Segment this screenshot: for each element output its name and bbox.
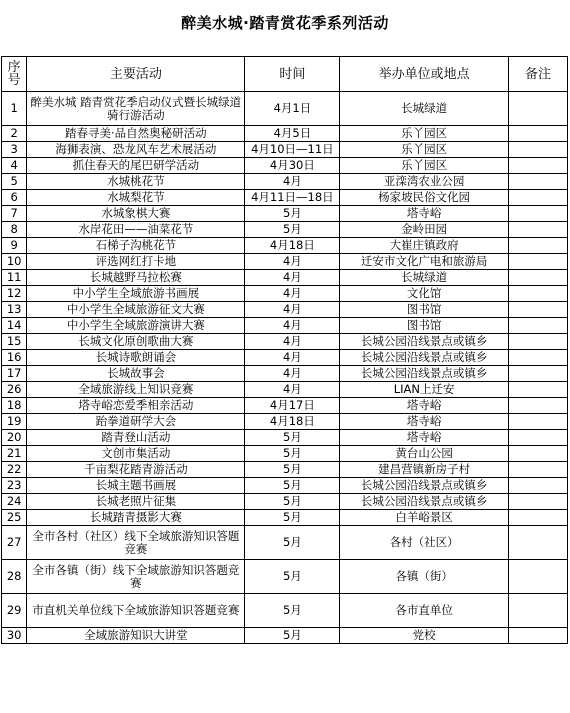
cell-note	[508, 286, 567, 302]
cell-note	[508, 302, 567, 318]
cell-activity: 评选网红打卡地	[27, 254, 245, 270]
table-row	[2, 334, 568, 350]
table-row	[2, 270, 568, 286]
cell-number: 28	[2, 560, 27, 594]
cell-time: 4月	[245, 270, 340, 286]
cell-time: 5月	[245, 494, 340, 510]
cell-time: 5月	[245, 594, 340, 628]
cell-organizer: 长城公园沿线景点或镇乡	[340, 350, 509, 366]
cell-number: 25	[2, 510, 27, 526]
cell-time: 4月	[245, 366, 340, 382]
cell-time: 4月17日	[245, 398, 340, 414]
cell-number: 17	[2, 366, 27, 382]
cell-note	[508, 628, 567, 644]
cell-organizer: LIAN上迁安	[340, 382, 509, 398]
cell-organizer: 各镇（街）	[340, 560, 509, 594]
cell-time: 5月	[245, 628, 340, 644]
cell-time: 4月	[245, 350, 340, 366]
cell-time: 4月18日	[245, 414, 340, 430]
table-row	[2, 238, 568, 254]
table-row	[2, 174, 568, 190]
table-row	[2, 254, 568, 270]
table-row	[2, 222, 568, 238]
cell-number: 24	[2, 494, 27, 510]
table-row	[2, 382, 568, 398]
cell-activity: 全市各镇（街）线下全域旅游知识答题竞赛	[27, 560, 245, 594]
cell-time: 4月	[245, 302, 340, 318]
cell-note	[508, 334, 567, 350]
cell-time: 4月	[245, 174, 340, 190]
table-row	[2, 494, 568, 510]
cell-note	[508, 222, 567, 238]
cell-note	[508, 446, 567, 462]
table-row	[2, 446, 568, 462]
cell-time: 5月	[245, 222, 340, 238]
cell-time: 4月11日—18日	[245, 190, 340, 206]
cell-note	[508, 526, 567, 560]
table-row	[2, 126, 568, 142]
cell-organizer: 各市直单位	[340, 594, 509, 628]
cell-organizer: 乐丫园区	[340, 126, 509, 142]
cell-note	[508, 238, 567, 254]
cell-organizer: 白羊峪景区	[340, 510, 509, 526]
cell-organizer: 塔寺峪	[340, 414, 509, 430]
header-number: 序号	[2, 57, 27, 92]
table-row	[2, 350, 568, 366]
activity-table	[1, 56, 568, 644]
cell-note	[508, 594, 567, 628]
cell-note	[508, 270, 567, 286]
cell-organizer: 长城绿道	[340, 92, 509, 126]
cell-number: 11	[2, 270, 27, 286]
table-row	[2, 398, 568, 414]
cell-organizer: 图书馆	[340, 302, 509, 318]
cell-number: 16	[2, 350, 27, 366]
table-row	[2, 190, 568, 206]
cell-organizer: 建昌营镇新房子村	[340, 462, 509, 478]
cell-time: 4月	[245, 334, 340, 350]
cell-activity: 长城踏青摄影大赛	[27, 510, 245, 526]
cell-note	[508, 510, 567, 526]
cell-note	[508, 174, 567, 190]
cell-organizer: 党校	[340, 628, 509, 644]
cell-organizer: 乐丫园区	[340, 158, 509, 174]
cell-time: 4月10日—11日	[245, 142, 340, 158]
cell-activity: 长城主题书画展	[27, 478, 245, 494]
cell-note	[508, 462, 567, 478]
cell-note	[508, 414, 567, 430]
cell-organizer: 乐丫园区	[340, 142, 509, 158]
table-row	[2, 366, 568, 382]
cell-organizer: 长城公园沿线景点或镇乡	[340, 494, 509, 510]
cell-number: 1	[2, 92, 27, 126]
cell-activity: 千亩梨花踏青游活动	[27, 462, 245, 478]
cell-number: 7	[2, 206, 27, 222]
cell-activity: 全市各村（社区）线下全域旅游知识答题竞赛	[27, 526, 245, 560]
cell-activity: 全域旅游知识大讲堂	[27, 628, 245, 644]
cell-number: 8	[2, 222, 27, 238]
table-row	[2, 286, 568, 302]
cell-note	[508, 430, 567, 446]
cell-note	[508, 382, 567, 398]
cell-number: 23	[2, 478, 27, 494]
header-time: 时间	[245, 57, 340, 92]
cell-organizer: 黄台山公园	[340, 446, 509, 462]
cell-activity: 全域旅游线上知识竞赛	[27, 382, 245, 398]
cell-organizer: 塔寺峪	[340, 398, 509, 414]
header-activity: 主要活动	[27, 57, 245, 92]
cell-number: 10	[2, 254, 27, 270]
cell-activity: 抓住春天的尾巴研学活动	[27, 158, 245, 174]
cell-number: 13	[2, 302, 27, 318]
table-row	[2, 462, 568, 478]
cell-number: 21	[2, 446, 27, 462]
cell-time: 5月	[245, 446, 340, 462]
cell-number: 30	[2, 628, 27, 644]
cell-time: 5月	[245, 430, 340, 446]
cell-activity: 水城桃花节	[27, 174, 245, 190]
table-row	[2, 318, 568, 334]
cell-activity: 长城老照片征集	[27, 494, 245, 510]
cell-activity: 文创市集活动	[27, 446, 245, 462]
cell-time: 4月18日	[245, 238, 340, 254]
cell-activity: 长城诗歌朗诵会	[27, 350, 245, 366]
cell-organizer: 金岭田园	[340, 222, 509, 238]
cell-time: 4月	[245, 286, 340, 302]
cell-time: 4月5日	[245, 126, 340, 142]
cell-activity: 醉美水城 踏青赏花季启动仪式暨长城绿道骑行游活动	[27, 92, 245, 126]
cell-activity: 中小学生全域旅游演讲大赛	[27, 318, 245, 334]
table-row	[2, 206, 568, 222]
cell-number: 19	[2, 414, 27, 430]
cell-organizer: 长城公园沿线景点或镇乡	[340, 334, 509, 350]
cell-note	[508, 560, 567, 594]
table-row	[2, 560, 568, 594]
cell-number: 18	[2, 398, 27, 414]
table-row	[2, 92, 568, 126]
table-body	[2, 92, 568, 644]
cell-activity: 长城故事会	[27, 366, 245, 382]
table-row	[2, 302, 568, 318]
table-row	[2, 430, 568, 446]
cell-organizer: 长城绿道	[340, 270, 509, 286]
cell-note	[508, 494, 567, 510]
cell-organizer: 文化馆	[340, 286, 509, 302]
cell-number: 27	[2, 526, 27, 560]
cell-activity: 石梯子沟桃花节	[27, 238, 245, 254]
cell-activity: 踏春寻美·品自然奥秘研活动	[27, 126, 245, 142]
table-row	[2, 478, 568, 494]
cell-activity: 中小学生全域旅游书画展	[27, 286, 245, 302]
cell-note	[508, 142, 567, 158]
cell-activity: 长城文化原创歌曲大赛	[27, 334, 245, 350]
cell-activity: 中小学生全域旅游征文大赛	[27, 302, 245, 318]
cell-organizer: 各村（社区）	[340, 526, 509, 560]
table-row	[2, 158, 568, 174]
cell-time: 5月	[245, 478, 340, 494]
cell-organizer: 塔寺峪	[340, 430, 509, 446]
cell-note	[508, 190, 567, 206]
cell-organizer: 大崔庄镇政府	[340, 238, 509, 254]
cell-note	[508, 92, 567, 126]
cell-activity: 水城梨花节	[27, 190, 245, 206]
header-organizer: 举办单位或地点	[340, 57, 509, 92]
cell-time: 4月30日	[245, 158, 340, 174]
cell-time: 5月	[245, 560, 340, 594]
table-row	[2, 594, 568, 628]
cell-note	[508, 126, 567, 142]
cell-note	[508, 206, 567, 222]
table-row	[2, 628, 568, 644]
cell-number: 29	[2, 594, 27, 628]
cell-time: 5月	[245, 206, 340, 222]
cell-note	[508, 478, 567, 494]
cell-organizer: 长城公园沿线景点或镇乡	[340, 366, 509, 382]
cell-time: 5月	[245, 526, 340, 560]
cell-activity: 长城越野马拉松赛	[27, 270, 245, 286]
cell-note	[508, 398, 567, 414]
cell-time: 4月	[245, 254, 340, 270]
cell-number: 15	[2, 334, 27, 350]
cell-note	[508, 318, 567, 334]
cell-organizer: 长城公园沿线景点或镇乡	[340, 478, 509, 494]
table-row	[2, 414, 568, 430]
cell-note	[508, 254, 567, 270]
cell-time: 4月	[245, 318, 340, 334]
cell-time: 5月	[245, 510, 340, 526]
cell-number: 12	[2, 286, 27, 302]
cell-number: 3	[2, 142, 27, 158]
cell-activity: 海狮表演、恐龙风车艺术展活动	[27, 142, 245, 158]
cell-time: 4月	[245, 382, 340, 398]
header-note: 备注	[508, 57, 567, 92]
cell-number: 20	[2, 430, 27, 446]
cell-activity: 市直机关单位线下全域旅游知识答题竞赛	[27, 594, 245, 628]
cell-organizer: 图书馆	[340, 318, 509, 334]
cell-number: 22	[2, 462, 27, 478]
cell-organizer: 迁安市文化广电和旅游局	[340, 254, 509, 270]
cell-number: 6	[2, 190, 27, 206]
cell-activity: 跆拳道研学大会	[27, 414, 245, 430]
table-row	[2, 510, 568, 526]
cell-note	[508, 158, 567, 174]
page-title: 醉美水城·踏青赏花季系列活动	[181, 14, 389, 32]
cell-number: 9	[2, 238, 27, 254]
cell-organizer: 亚滦湾农业公园	[340, 174, 509, 190]
cell-number: 2	[2, 126, 27, 142]
table-row	[2, 142, 568, 158]
table-header-row	[2, 57, 568, 92]
cell-activity: 水岸花田——油菜花节	[27, 222, 245, 238]
cell-note	[508, 350, 567, 366]
table-row	[2, 526, 568, 560]
cell-number: 26	[2, 382, 27, 398]
cell-number: 4	[2, 158, 27, 174]
cell-number: 14	[2, 318, 27, 334]
cell-organizer: 杨家坡民俗文化园	[340, 190, 509, 206]
cell-activity: 踏青登山活动	[27, 430, 245, 446]
cell-note	[508, 366, 567, 382]
cell-time: 5月	[245, 462, 340, 478]
cell-number: 5	[2, 174, 27, 190]
cell-activity: 水城象棋大赛	[27, 206, 245, 222]
cell-time: 4月1日	[245, 92, 340, 126]
cell-organizer: 塔寺峪	[340, 206, 509, 222]
cell-activity: 塔寺峪恋爱季相亲活动	[27, 398, 245, 414]
